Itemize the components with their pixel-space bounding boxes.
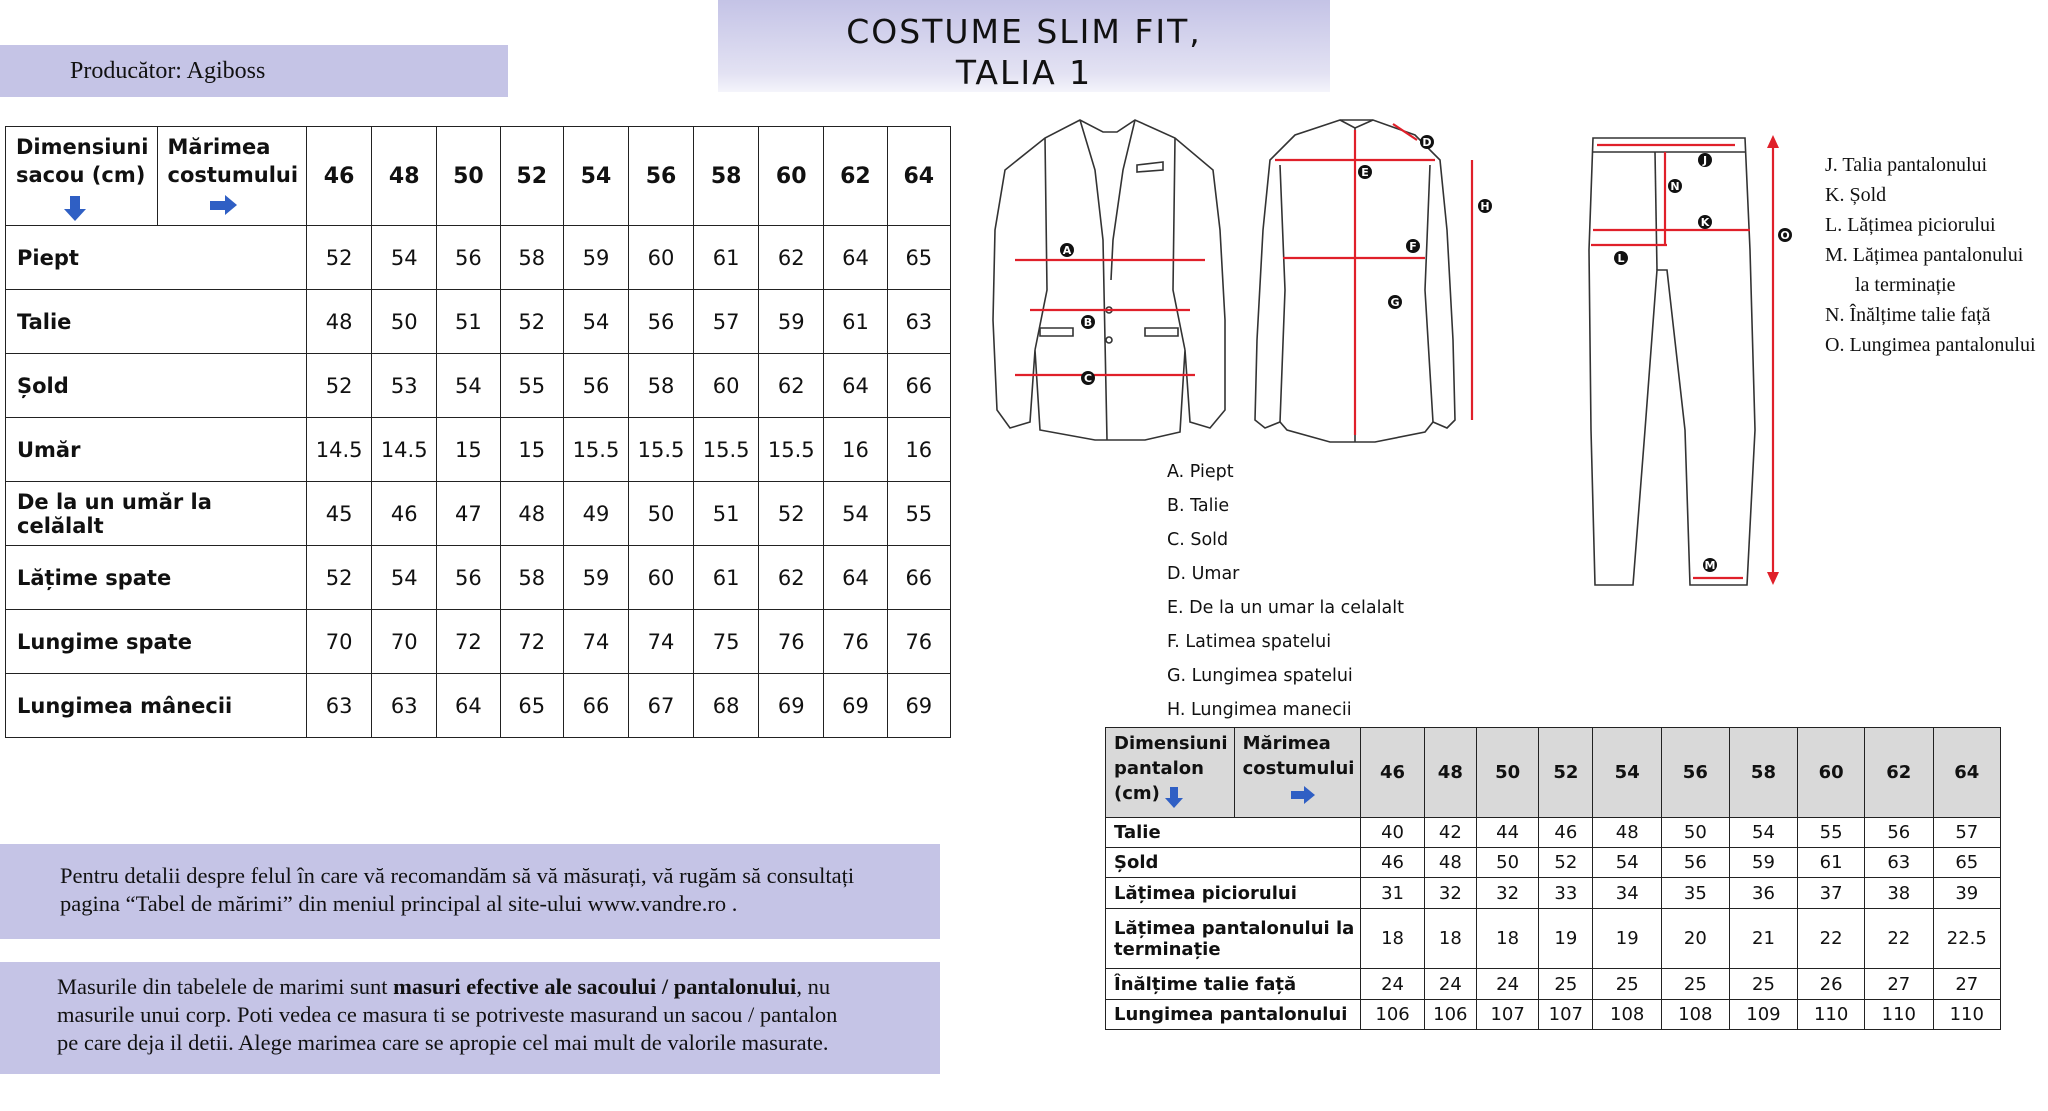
size-header: 52 (500, 127, 563, 226)
table-cell: 60 (629, 546, 694, 610)
table-cell: 22 (1865, 908, 1934, 969)
table-cell: 52 (500, 290, 563, 354)
table-cell: 54 (1729, 817, 1798, 847)
size-header: 50 (1477, 728, 1539, 818)
pants-header-size (1234, 728, 1361, 818)
table-cell: 66 (887, 354, 950, 418)
table-cell: 36 (1729, 878, 1798, 908)
size-header: 48 (1424, 728, 1476, 818)
table-row (6, 290, 951, 354)
table-cell: 58 (629, 354, 694, 418)
table-cell: 59 (1729, 848, 1798, 878)
row-label: Șold (1106, 848, 1361, 878)
table-cell: 64 (437, 674, 500, 738)
table-cell: 16 (887, 418, 950, 482)
table-cell: 63 (307, 674, 372, 738)
table-cell: 76 (887, 610, 950, 674)
table-cell: 51 (437, 290, 500, 354)
table-cell: 64 (824, 226, 887, 290)
size-header: 56 (629, 127, 694, 226)
table-cell: 58 (500, 226, 563, 290)
table-cell: 16 (824, 418, 887, 482)
table-cell: 27 (1933, 969, 2000, 999)
table-cell: 15 (437, 418, 500, 482)
table-cell: 21 (1729, 908, 1798, 969)
table-row (6, 674, 951, 738)
size-header: 56 (1662, 728, 1730, 818)
table-cell: 25 (1593, 969, 1662, 999)
table-cell: 34 (1593, 878, 1662, 908)
note-emphasis: masuri efective ale sacoului / pantalonului (393, 974, 797, 999)
legend-item: J. Talia pantalonului (1825, 154, 1988, 176)
marker-label: C (1083, 372, 1093, 385)
size-header: 50 (437, 127, 500, 226)
row-label: Lungimea pantalonului (1106, 999, 1361, 1029)
table-cell: 52 (759, 482, 824, 546)
table-cell: 56 (563, 354, 628, 418)
table-cell: 107 (1539, 999, 1593, 1029)
table-cell: 61 (1798, 848, 1865, 878)
jacket-header-dimensions (6, 127, 158, 226)
table-cell: 52 (307, 546, 372, 610)
marker-label: H (1480, 200, 1490, 213)
table-cell: 63 (1865, 848, 1934, 878)
table-cell: 65 (500, 674, 563, 738)
legend-item: H. Lungimea manecii (1167, 700, 1352, 720)
table-cell: 75 (694, 610, 759, 674)
pants-header-size-line-2: costumului (1242, 758, 1355, 779)
table-row (1106, 999, 2001, 1029)
table-row (6, 354, 951, 418)
table-row (1106, 969, 2001, 999)
table-row (1106, 848, 2001, 878)
jacket-header-row (6, 127, 951, 226)
info-line: Pentru detalii despre felul în care vă recomandăm să vă măsurați, vă rugăm să consultați (60, 863, 855, 888)
table-cell: 38 (1865, 878, 1934, 908)
jacket-diagram (985, 110, 1535, 450)
jacket-header-dim-line-2: sacou (cm) (16, 163, 146, 187)
table-cell: 72 (437, 610, 500, 674)
table-cell: 63 (372, 674, 437, 738)
table-cell: 40 (1361, 817, 1424, 847)
row-label: Umăr (6, 418, 307, 482)
marker-label: A (1062, 244, 1072, 257)
legend-item: G. Lungimea spatelui (1167, 666, 1353, 686)
table-cell: 49 (563, 482, 628, 546)
table-cell: 56 (437, 226, 500, 290)
table-cell: 76 (759, 610, 824, 674)
row-label: Lățime spate (6, 546, 307, 610)
size-header: 60 (759, 127, 824, 226)
table-cell: 108 (1662, 999, 1730, 1029)
marker-label: N (1670, 180, 1680, 193)
size-header: 48 (372, 127, 437, 226)
pants-legend (1825, 150, 2036, 360)
table-cell: 27 (1865, 969, 1934, 999)
table-cell: 48 (307, 290, 372, 354)
marker-label: F (1409, 240, 1417, 253)
legend-item: K. Șold (1825, 184, 1887, 206)
table-cell: 58 (500, 546, 563, 610)
table-cell: 24 (1477, 969, 1539, 999)
table-cell: 54 (437, 354, 500, 418)
table-cell: 33 (1539, 878, 1593, 908)
table-cell: 59 (759, 290, 824, 354)
arrow-right-icon (210, 201, 226, 210)
table-cell: 61 (824, 290, 887, 354)
title-line-2: TALIA 1 (955, 53, 1093, 92)
table-cell: 57 (1933, 817, 2000, 847)
table-cell: 69 (824, 674, 887, 738)
table-cell: 24 (1424, 969, 1476, 999)
row-label: Lățimea piciorului (1106, 878, 1361, 908)
pants-header-dim-line-2: pantalon (1114, 758, 1204, 779)
table-cell: 54 (1593, 848, 1662, 878)
table-cell: 50 (629, 482, 694, 546)
table-cell: 55 (887, 482, 950, 546)
table-cell: 44 (1477, 817, 1539, 847)
arrow-down-icon (70, 196, 80, 210)
table-row (6, 546, 951, 610)
table-cell: 50 (372, 290, 437, 354)
size-header: 46 (307, 127, 372, 226)
table-cell: 26 (1798, 969, 1865, 999)
pants-header-row (1106, 728, 2001, 818)
note-line-1: Masurile din tabelele de marimi sunt masuri efective ale sacoului / pantalonului, nu (57, 974, 831, 999)
table-cell: 32 (1424, 878, 1476, 908)
table-cell: 65 (887, 226, 950, 290)
table-cell: 47 (437, 482, 500, 546)
marker-label: G (1390, 296, 1400, 309)
row-label: Lungimea mânecii (6, 674, 307, 738)
garment-measures-note (0, 962, 940, 1074)
table-cell: 66 (563, 674, 628, 738)
table-cell: 55 (1798, 817, 1865, 847)
legend-item: la terminație (1855, 274, 1956, 296)
table-cell: 50 (1477, 848, 1539, 878)
size-header: 60 (1798, 728, 1865, 818)
row-label: Talie (1106, 817, 1361, 847)
size-header: 62 (824, 127, 887, 226)
table-cell: 76 (824, 610, 887, 674)
table-cell: 52 (307, 354, 372, 418)
size-header: 52 (1539, 728, 1593, 818)
table-cell: 42 (1424, 817, 1476, 847)
row-label: Lungime spate (6, 610, 307, 674)
table-cell: 70 (372, 610, 437, 674)
table-cell: 22 (1798, 908, 1865, 969)
size-header: 46 (1361, 728, 1424, 818)
table-cell: 62 (759, 354, 824, 418)
table-cell: 108 (1593, 999, 1662, 1029)
table-cell: 64 (824, 354, 887, 418)
table-cell: 46 (1539, 817, 1593, 847)
table-cell: 46 (1361, 848, 1424, 878)
table-row (1106, 908, 2001, 969)
table-cell: 15.5 (563, 418, 628, 482)
row-label: Talie (6, 290, 307, 354)
pants-diagram (1585, 130, 1815, 590)
table-cell: 50 (1662, 817, 1730, 847)
marker-label: M (1704, 559, 1716, 572)
jacket-header-dim-line-1: Dimensiuni (16, 135, 149, 159)
table-cell: 70 (307, 610, 372, 674)
table-cell: 56 (1662, 848, 1730, 878)
table-cell: 48 (1593, 817, 1662, 847)
row-label: Înălțime talie față (1106, 969, 1361, 999)
table-row (1106, 878, 2001, 908)
row-label: De la un umăr la celălalt (6, 482, 307, 546)
table-cell: 62 (759, 546, 824, 610)
title-banner (718, 0, 1330, 92)
legend-item: F. Latimea spatelui (1167, 632, 1332, 652)
table-cell: 57 (694, 290, 759, 354)
table-cell: 61 (694, 226, 759, 290)
table-cell: 109 (1729, 999, 1798, 1029)
legend-item: O. Lungimea pantalonului (1825, 334, 2036, 356)
table-cell: 19 (1539, 908, 1593, 969)
legend-item: D. Umar (1167, 564, 1240, 584)
marker-label: K (1700, 216, 1710, 229)
table-cell: 25 (1729, 969, 1798, 999)
table-cell: 68 (694, 674, 759, 738)
table-cell: 56 (437, 546, 500, 610)
table-cell: 55 (500, 354, 563, 418)
producer-label: Producător: Agiboss (0, 45, 508, 97)
table-cell: 63 (887, 290, 950, 354)
legend-item: L. Lățimea piciorului (1825, 214, 1996, 236)
table-cell: 51 (694, 482, 759, 546)
legend-item: M. Lățimea pantalonului (1825, 244, 2024, 266)
pants-header-dim-line-3: (cm) (1114, 781, 1228, 806)
marker-label: D (1422, 136, 1432, 149)
table-cell: 35 (1662, 878, 1730, 908)
jacket-header-size (157, 127, 307, 226)
table-cell: 15.5 (629, 418, 694, 482)
row-label: Piept (6, 226, 307, 290)
table-cell: 69 (887, 674, 950, 738)
table-cell: 110 (1798, 999, 1865, 1029)
table-cell: 67 (629, 674, 694, 738)
table-cell: 18 (1477, 908, 1539, 969)
table-cell: 59 (563, 226, 628, 290)
row-label: Lățimea pantalonului la terminație (1106, 908, 1361, 969)
table-cell: 54 (563, 290, 628, 354)
jacket-size-table (5, 126, 951, 738)
table-cell: 25 (1539, 969, 1593, 999)
table-row (1106, 817, 2001, 847)
table-cell: 14.5 (307, 418, 372, 482)
table-cell: 110 (1933, 999, 2000, 1029)
table-cell: 18 (1361, 908, 1424, 969)
table-cell: 56 (1865, 817, 1934, 847)
marker-label: E (1361, 166, 1369, 179)
table-cell: 62 (759, 226, 824, 290)
note-line-2: masurile unui corp. Poti vedea ce masura ti se potriveste masurand un sacou / pantalon (57, 1002, 838, 1027)
table-cell: 107 (1477, 999, 1539, 1029)
arrow-right-icon (1291, 791, 1305, 799)
row-label: Șold (6, 354, 307, 418)
table-cell: 45 (307, 482, 372, 546)
table-cell: 54 (824, 482, 887, 546)
title-line-1: COSTUME SLIM FIT, (846, 12, 1202, 51)
table-cell: 39 (1933, 878, 2000, 908)
table-cell: 66 (887, 546, 950, 610)
size-header: 54 (563, 127, 628, 226)
table-cell: 54 (372, 226, 437, 290)
table-cell: 46 (372, 482, 437, 546)
marker-label: B (1083, 316, 1093, 329)
table-cell: 61 (694, 546, 759, 610)
table-cell: 19 (1593, 908, 1662, 969)
table-cell: 37 (1798, 878, 1865, 908)
table-cell: 31 (1361, 878, 1424, 908)
jacket-legend (1167, 455, 1404, 727)
table-cell: 106 (1361, 999, 1424, 1029)
legend-item: E. De la un umar la celalalt (1167, 598, 1404, 618)
size-header: 62 (1865, 728, 1934, 818)
arrow-down-icon (1170, 787, 1178, 799)
table-cell: 106 (1424, 999, 1476, 1029)
table-row (6, 482, 951, 546)
table-cell: 52 (307, 226, 372, 290)
size-header: 64 (887, 127, 950, 226)
note-line-3: pe care deja il detii. Alege marimea care se apropie cel mai mult de valorile masurate. (57, 1030, 829, 1055)
table-cell: 25 (1662, 969, 1730, 999)
table-cell: 56 (629, 290, 694, 354)
table-cell: 48 (1424, 848, 1476, 878)
table-cell: 32 (1477, 878, 1539, 908)
measuring-info-box (0, 844, 940, 939)
table-cell: 18 (1424, 908, 1476, 969)
table-cell: 60 (694, 354, 759, 418)
table-cell: 14.5 (372, 418, 437, 482)
table-row (6, 418, 951, 482)
table-cell: 15 (500, 418, 563, 482)
info-line: pagina “Tabel de mărimi” din meniul principal al site-ului www.vandre.ro . (60, 891, 738, 916)
legend-item: N. Înălțime talie față (1825, 304, 1991, 326)
table-cell: 52 (1539, 848, 1593, 878)
legend-item: A. Piept (1167, 462, 1234, 482)
marker-label: O (1780, 229, 1790, 242)
table-cell: 48 (500, 482, 563, 546)
pants-header-size-line-1: Mărimea (1242, 733, 1331, 754)
table-cell: 74 (629, 610, 694, 674)
table-cell: 53 (372, 354, 437, 418)
table-cell: 24 (1361, 969, 1424, 999)
table-cell: 74 (563, 610, 628, 674)
table-cell: 54 (372, 546, 437, 610)
table-cell: 15.5 (694, 418, 759, 482)
table-cell: 65 (1933, 848, 2000, 878)
table-cell: 22.5 (1933, 908, 2000, 969)
size-header: 58 (694, 127, 759, 226)
jacket-header-size-line-1: Mărimea (167, 135, 271, 159)
pants-header-dim-line-1: Dimensiuni (1114, 733, 1228, 754)
table-cell: 60 (629, 226, 694, 290)
table-cell: 59 (563, 546, 628, 610)
table-cell: 15.5 (759, 418, 824, 482)
legend-item: B. Talie (1167, 496, 1230, 516)
pants-size-table (1105, 727, 2001, 1030)
size-header: 58 (1729, 728, 1798, 818)
table-cell: 20 (1662, 908, 1730, 969)
size-header: 64 (1933, 728, 2000, 818)
pants-header-dimensions (1106, 728, 1235, 818)
table-cell: 64 (824, 546, 887, 610)
table-row (6, 226, 951, 290)
marker-label: J (1702, 154, 1708, 167)
jacket-header-size-line-2: costumului (167, 163, 299, 187)
table-cell: 69 (759, 674, 824, 738)
table-cell: 110 (1865, 999, 1934, 1029)
size-header: 54 (1593, 728, 1662, 818)
legend-item: C. Sold (1167, 530, 1229, 550)
table-cell: 72 (500, 610, 563, 674)
marker-label: L (1617, 252, 1625, 265)
table-row (6, 610, 951, 674)
